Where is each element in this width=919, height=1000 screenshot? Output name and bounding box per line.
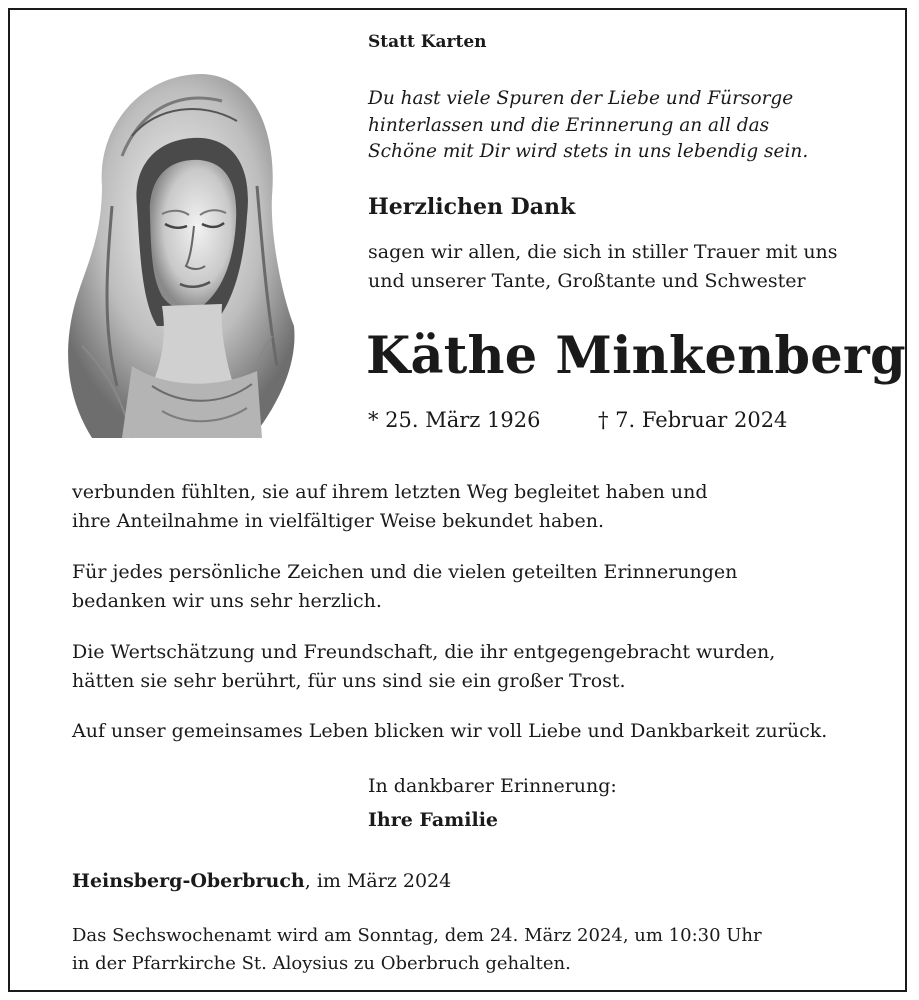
death-date: † 7. Februar 2024 [598,408,788,432]
body-line: Für jedes persönliche Zeichen und die vielen geteilten Erinnerungen [72,561,738,583]
body-paragraph [72,478,708,536]
place-date: , im März 2024 [304,870,452,892]
body-paragraph [72,558,737,616]
body-line: verbunden fühlten, sie auf ihrem letzten Weg begleitet haben und [72,481,708,503]
body-paragraph [72,638,775,696]
body-line: Auf unser gemeinsames Leben blicken wir voll Liebe und Dankbarkeit zurück. [72,720,828,742]
mass-line: in der Pfarrkirche St. Aloysius zu Oberbruch gehalten. [72,953,571,974]
birth-date: * 25. März 1926 [368,408,541,432]
madonna-portrait-image [62,66,298,440]
deceased-name: Käthe Minkenberg [366,326,906,386]
memorial-quote [368,86,838,166]
place-and-date [72,870,451,892]
statt-karten-heading: Statt Karten [368,32,487,52]
quote-line: Du hast viele Spuren der Liebe und Fürsorge [368,88,794,109]
thanks-line: und unserer Tante, Großtante und Schwester [368,270,806,292]
closing-text: In dankbarer Erinnerung: [368,775,617,797]
mass-announcement [72,922,762,978]
place-town: Heinsberg-Oberbruch [72,870,305,892]
thanks-intro [368,238,838,296]
body-paragraph [72,717,827,746]
thanks-heading: Herzlichen Dank [368,194,576,220]
body-line: ihre Anteilnahme in vielfältiger Weise bekundet haben. [72,510,604,532]
thanks-line: sagen wir allen, die sich in stiller Trauer mit uns [368,241,838,263]
quote-line: hinterlassen und die Erinnerung an all das [368,114,770,136]
mass-line: Das Sechswochenamt wird am Sonntag, dem 24. März 2024, um 10:30 Uhr [72,925,762,946]
family-signature: Ihre Familie [368,809,499,831]
body-line: bedanken wir uns sehr herzlich. [72,590,382,612]
body-line: hätten sie sehr berührt, für uns sind sie ein großer Trost. [72,670,626,692]
quote-line: Schöne mit Dir wird stets in uns lebendig sein. [368,141,809,162]
body-line: Die Wertschätzung und Freundschaft, die ihr entgegengebracht wurden, [72,641,776,663]
